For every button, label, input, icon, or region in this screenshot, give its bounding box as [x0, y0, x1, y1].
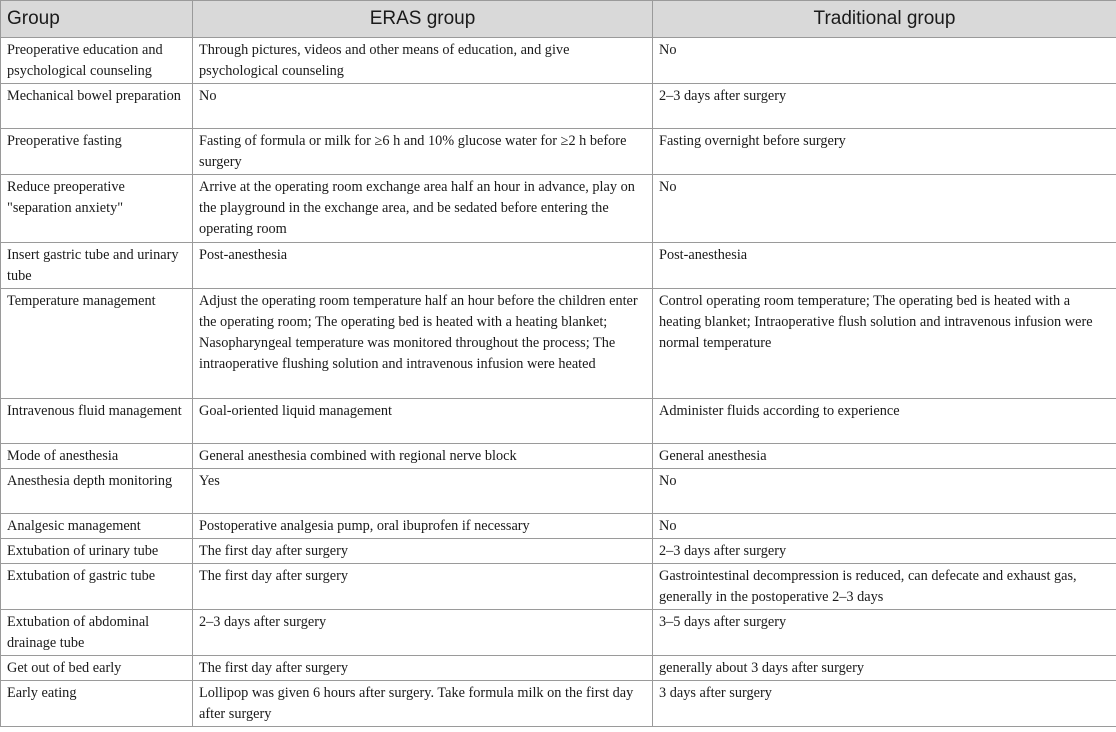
table-row [1, 564, 1116, 610]
cell-traditional: generally about 3 days after surgery [653, 656, 1116, 681]
table-row [1, 129, 1116, 175]
cell-traditional: 2–3 days after surgery [653, 539, 1116, 564]
table-row [1, 289, 1116, 399]
table-row [1, 399, 1116, 444]
table-body [1, 38, 1116, 727]
cell-traditional: Fasting overnight before surgery [653, 129, 1116, 175]
cell-group: Mode of anesthesia [1, 444, 193, 469]
cell-eras: Arrive at the operating room exchange area half an hour in advance, play on the playground in the exchange area, and be sedated before entering the operating room [193, 175, 653, 243]
table-row [1, 84, 1116, 129]
cell-traditional: Administer fluids according to experience [653, 399, 1116, 444]
cell-group: Extubation of gastric tube [1, 564, 193, 610]
cell-group: Get out of bed early [1, 656, 193, 681]
cell-group: Preoperative education and psychological counseling [1, 38, 193, 84]
cell-eras: General anesthesia combined with regional nerve block [193, 444, 653, 469]
table-row [1, 514, 1116, 539]
table-row [1, 38, 1116, 84]
table-row [1, 656, 1116, 681]
cell-eras: Adjust the operating room temperature half an hour before the children enter the operating room; The operating bed is heated with a heating blanket; Nasopharyngeal temperature was monitored throughout the process; The intraoperative flushing solution and intravenous infusion were heated [193, 289, 653, 399]
table-row [1, 175, 1116, 243]
cell-traditional: 2–3 days after surgery [653, 84, 1116, 129]
table-row [1, 539, 1116, 564]
cell-eras: 2–3 days after surgery [193, 610, 653, 656]
cell-group: Analgesic management [1, 514, 193, 539]
cell-eras: Post-anesthesia [193, 243, 653, 289]
cell-traditional: No [653, 38, 1116, 84]
cell-eras: Yes [193, 469, 653, 514]
cell-eras: No [193, 84, 653, 129]
cell-traditional: No [653, 175, 1116, 243]
header-traditional-group: Traditional group [653, 1, 1116, 38]
cell-traditional: Post-anesthesia [653, 243, 1116, 289]
table-header [1, 1, 1116, 38]
cell-eras: The first day after surgery [193, 656, 653, 681]
cell-eras: Postoperative analgesia pump, oral ibuprofen if necessary [193, 514, 653, 539]
header-group: Group [1, 1, 193, 38]
table-row [1, 681, 1116, 727]
cell-group: Insert gastric tube and urinary tube [1, 243, 193, 289]
cell-group: Extubation of urinary tube [1, 539, 193, 564]
cell-eras: Fasting of formula or milk for ≥6 h and 10% glucose water for ≥2 h before surgery [193, 129, 653, 175]
cell-eras: The first day after surgery [193, 539, 653, 564]
cell-group: Early eating [1, 681, 193, 727]
cell-group: Reduce preoperative "separation anxiety" [1, 175, 193, 243]
header-row [1, 1, 1116, 38]
cell-traditional: No [653, 514, 1116, 539]
cell-traditional: 3–5 days after surgery [653, 610, 1116, 656]
cell-group: Anesthesia depth monitoring [1, 469, 193, 514]
cell-eras: Goal-oriented liquid management [193, 399, 653, 444]
table-row [1, 610, 1116, 656]
cell-group: Mechanical bowel preparation [1, 84, 193, 129]
table-row [1, 444, 1116, 469]
cell-group: Intravenous fluid management [1, 399, 193, 444]
cell-group: Extubation of abdominal drainage tube [1, 610, 193, 656]
header-eras-group: ERAS group [193, 1, 653, 38]
table-row [1, 243, 1116, 289]
cell-eras: The first day after surgery [193, 564, 653, 610]
cell-traditional: 3 days after surgery [653, 681, 1116, 727]
cell-traditional: General anesthesia [653, 444, 1116, 469]
cell-eras: Lollipop was given 6 hours after surgery. Take formula milk on the first day after surgery [193, 681, 653, 727]
cell-group: Preoperative fasting [1, 129, 193, 175]
cell-group: Temperature management [1, 289, 193, 399]
table-row [1, 469, 1116, 514]
cell-eras: Through pictures, videos and other means of education, and give psychological counseling [193, 38, 653, 84]
cell-traditional: Control operating room temperature; The operating bed is heated with a heating blanket; Intraoperative flush solution and intravenous infusion were normal temperature [653, 289, 1116, 399]
cell-traditional: No [653, 469, 1116, 514]
cell-traditional: Gastrointestinal decompression is reduced, can defecate and exhaust gas, generally in the postoperative 2–3 days [653, 564, 1116, 610]
